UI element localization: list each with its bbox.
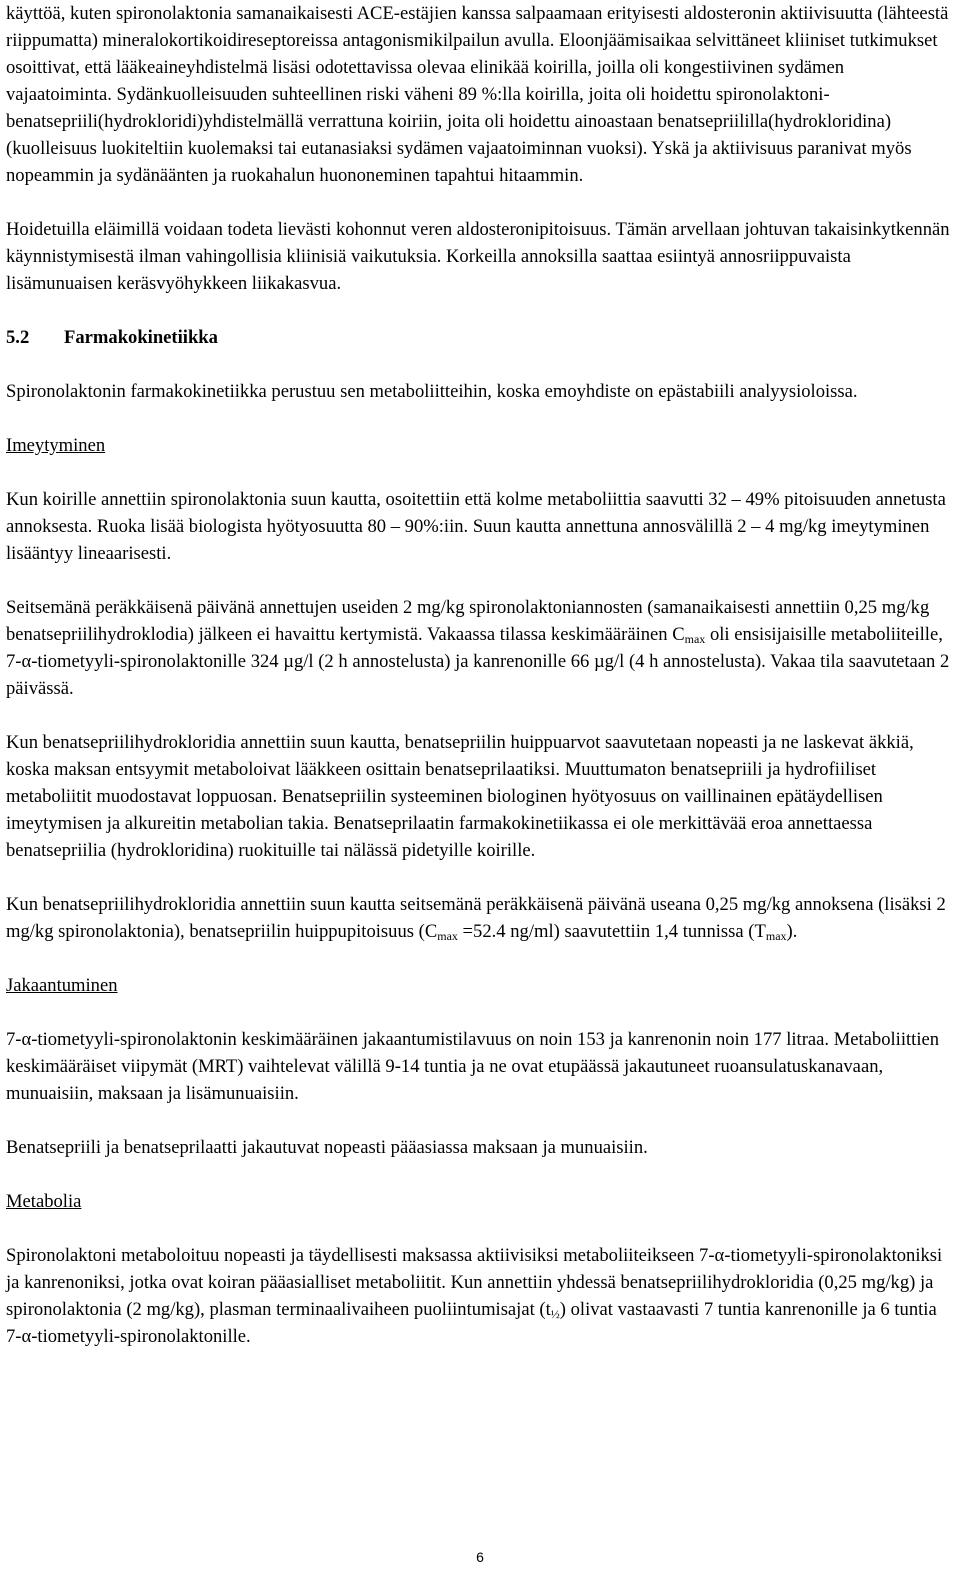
subheading-imeytyminen: Imeytyminen <box>6 435 106 456</box>
text-run: Kun benatsepriilihydrokloridia annettiin suun kautta seitsemänä peräkkäisenä päivänä useana 0,25 mg/kg annoksena (lisäksi 2 mg/kg spironolaktonia), benatsepriilin huippupitoisuus (C <box>6 894 946 942</box>
text-run: ). <box>786 921 798 942</box>
text-run: Spironolaktoni metaboloituu nopeasti ja täydellisesti maksassa aktiivisiksi metaboliiteikseen 7-α-tiometyyli-spironolaktoniksi ja kanrenoniksi, jotka ovat koiran pääasialliset metaboliitit. Kun annettiin yhdessä benatsepriilihydrokloridia (0,25 mg/kg) ja spironolaktonia (2 mg/kg), plasman terminaalivaiheen puoliintumisajat (t <box>6 1245 943 1320</box>
paragraph-benazepril-peak <box>6 891 954 945</box>
text-run: =52.4 ng/ml) saavutettiin 1,4 tunnissa (T <box>457 921 766 942</box>
section-title: Farmakokinetiikka <box>64 327 218 348</box>
paragraph-distribution-volume: 7-α-tiometyyli-spironolaktonin keskimääräinen jakaantumistilavuus on noin 153 ja kanrenonin noin 177 litraa. Metaboliittien keskimääräiset viipymät (MRT) vaihtelevat välillä 9-14 tuntia ja ne ovat etupäässä jakautuneet ruoansulatuskanavaan, munuaisiin, maksaan ja lisämunuaisiin. <box>6 1029 940 1104</box>
paragraph-steady-state <box>6 594 954 702</box>
subscript: ½ <box>550 1307 560 1321</box>
text-run: oli ensisijaisille metaboliiteille, 7-α-tiometyyli-spironolaktonille 324 µg/l (2 h annostelusta) ja kanrenonille 66 µg/l (4 h annostelusta). Vakaa tila saavutetaan 2 päivässä. <box>6 624 950 699</box>
subscript: max <box>684 632 706 646</box>
subscript: max <box>437 929 458 943</box>
paragraph-benazepril-absorption: Kun benatsepriilihydrokloridia annettiin suun kautta, benatsepriilin huippuarvot saavutetaan nopeasti ja ne laskevat äkkiä, koska maksan entsyymit metaboloivat lääkkeen osittain benatseprilaatiksi. Muuttumaton benatsepriili ja hydrofiiliset metaboliitit muodostavat loppuosan. Benatsepriilin systeeminen biologinen hyötyosuus on vaillinainen epätäydellisen imeytymisen ja alkureitin metabolian takia. Benatseprilaatin farmakokinetiikassa ei ole merkittävää eroa annettaessa benatsepriilia (hydrokloridina) ruokituille tai nälässä pidetyille koirille. <box>6 732 914 861</box>
paragraph-aldosterone: Hoidetuilla eläimillä voidaan todeta lievästi kohonnut veren aldosteronipitoisuus. Tämän arvellaan johtuvan takaisinkytkennän käynnistymisestä ilman vahingollisia kliinisiä vaikutuksia. Korkeilla annoksilla saattaa esiintyä annosriippuvaista lisämunuaisen keräsvyöhykkeen liikakasvua. <box>6 219 950 294</box>
page-number: 6 <box>476 1549 484 1565</box>
text-run: ) olivat vastaavasti 7 tuntia kanrenonille ja 6 tuntia 7-α-tiometyyli-spironolaktonille. <box>6 1299 937 1347</box>
paragraph-distribution-organs: Benatsepriili ja benatseprilaatti jakautuvat nopeasti pääasiassa maksaan ja munuaisiin. <box>6 1137 648 1158</box>
paragraph-mechanism: käyttöä, kuten spironolaktonia samanaikaisesti ACE-estäjien kanssa salpaamaan erityisesti aldosteronin aktiivisuutta (lähteestä riippumatta) mineralokortikoidireseptoreissa antagonismikilpailun avulla. Eloonjäämisaikaa selvittäneet kliiniset tutkimukset osoittivat, että lääkeaineyhdistelmä lisäsi odotettavissa olevaa elinikää koirilla, joilla oli kongestiivinen sydämen vajaatoiminta. Sydänkuolleisuuden suhteellinen riski väheni 89 %:lla koirilla, joita oli hoidettu spironolaktoni-benatsepriili(hydrokloridi)yhdistelmällä verrattuna koiriin, joita oli hoidettu ainoastaan benatsepriililla(hydrokloridina) (kuolleisuus luokiteltiin kuolemaksi tai eutanasiaksi sydämen vajaatoiminnan vuoksi). Yskä ja aktiivisuus paranivat myös nopeammin ja sydänäänten ja ruokahalun huononeminen tapahtui hitaammin. <box>6 3 949 186</box>
section-heading <box>6 324 954 351</box>
document-page <box>6 0 954 1377</box>
subscript: max <box>765 929 787 943</box>
subheading-metabolia: Metabolia <box>6 1191 82 1212</box>
text-run: Seitsemänä peräkkäisenä päivänä annettujen useiden 2 mg/kg spironolaktoniannosten (samanaikaisesti annettiin 0,25 mg/kg benatsepriilihydroklodia) jälkeen ei havaittu kertymistä. Vakaassa tilassa keskimääräinen C <box>6 597 930 645</box>
paragraph-metabolism <box>6 1242 954 1350</box>
section-number: 5.2 <box>6 327 30 348</box>
paragraph-absorption: Kun koirille annettiin spironolaktonia suun kautta, osoitettiin että kolme metaboliittia saavutti 32 – 49% pitoisuuden annetusta annoksesta. Ruoka lisää biologista hyötyosuutta 80 – 90%:iin. Suun kautta annettuna annosvälillä 2 – 4 mg/kg imeytyminen lisääntyy lineaarisesti. <box>6 489 946 564</box>
subheading-jakaantuminen: Jakaantuminen <box>6 975 118 996</box>
paragraph-pk-intro: Spironolaktonin farmakokinetiikka perustuu sen metaboliitteihin, koska emoyhdiste on epästabiili analyysioloissa. <box>6 381 858 402</box>
